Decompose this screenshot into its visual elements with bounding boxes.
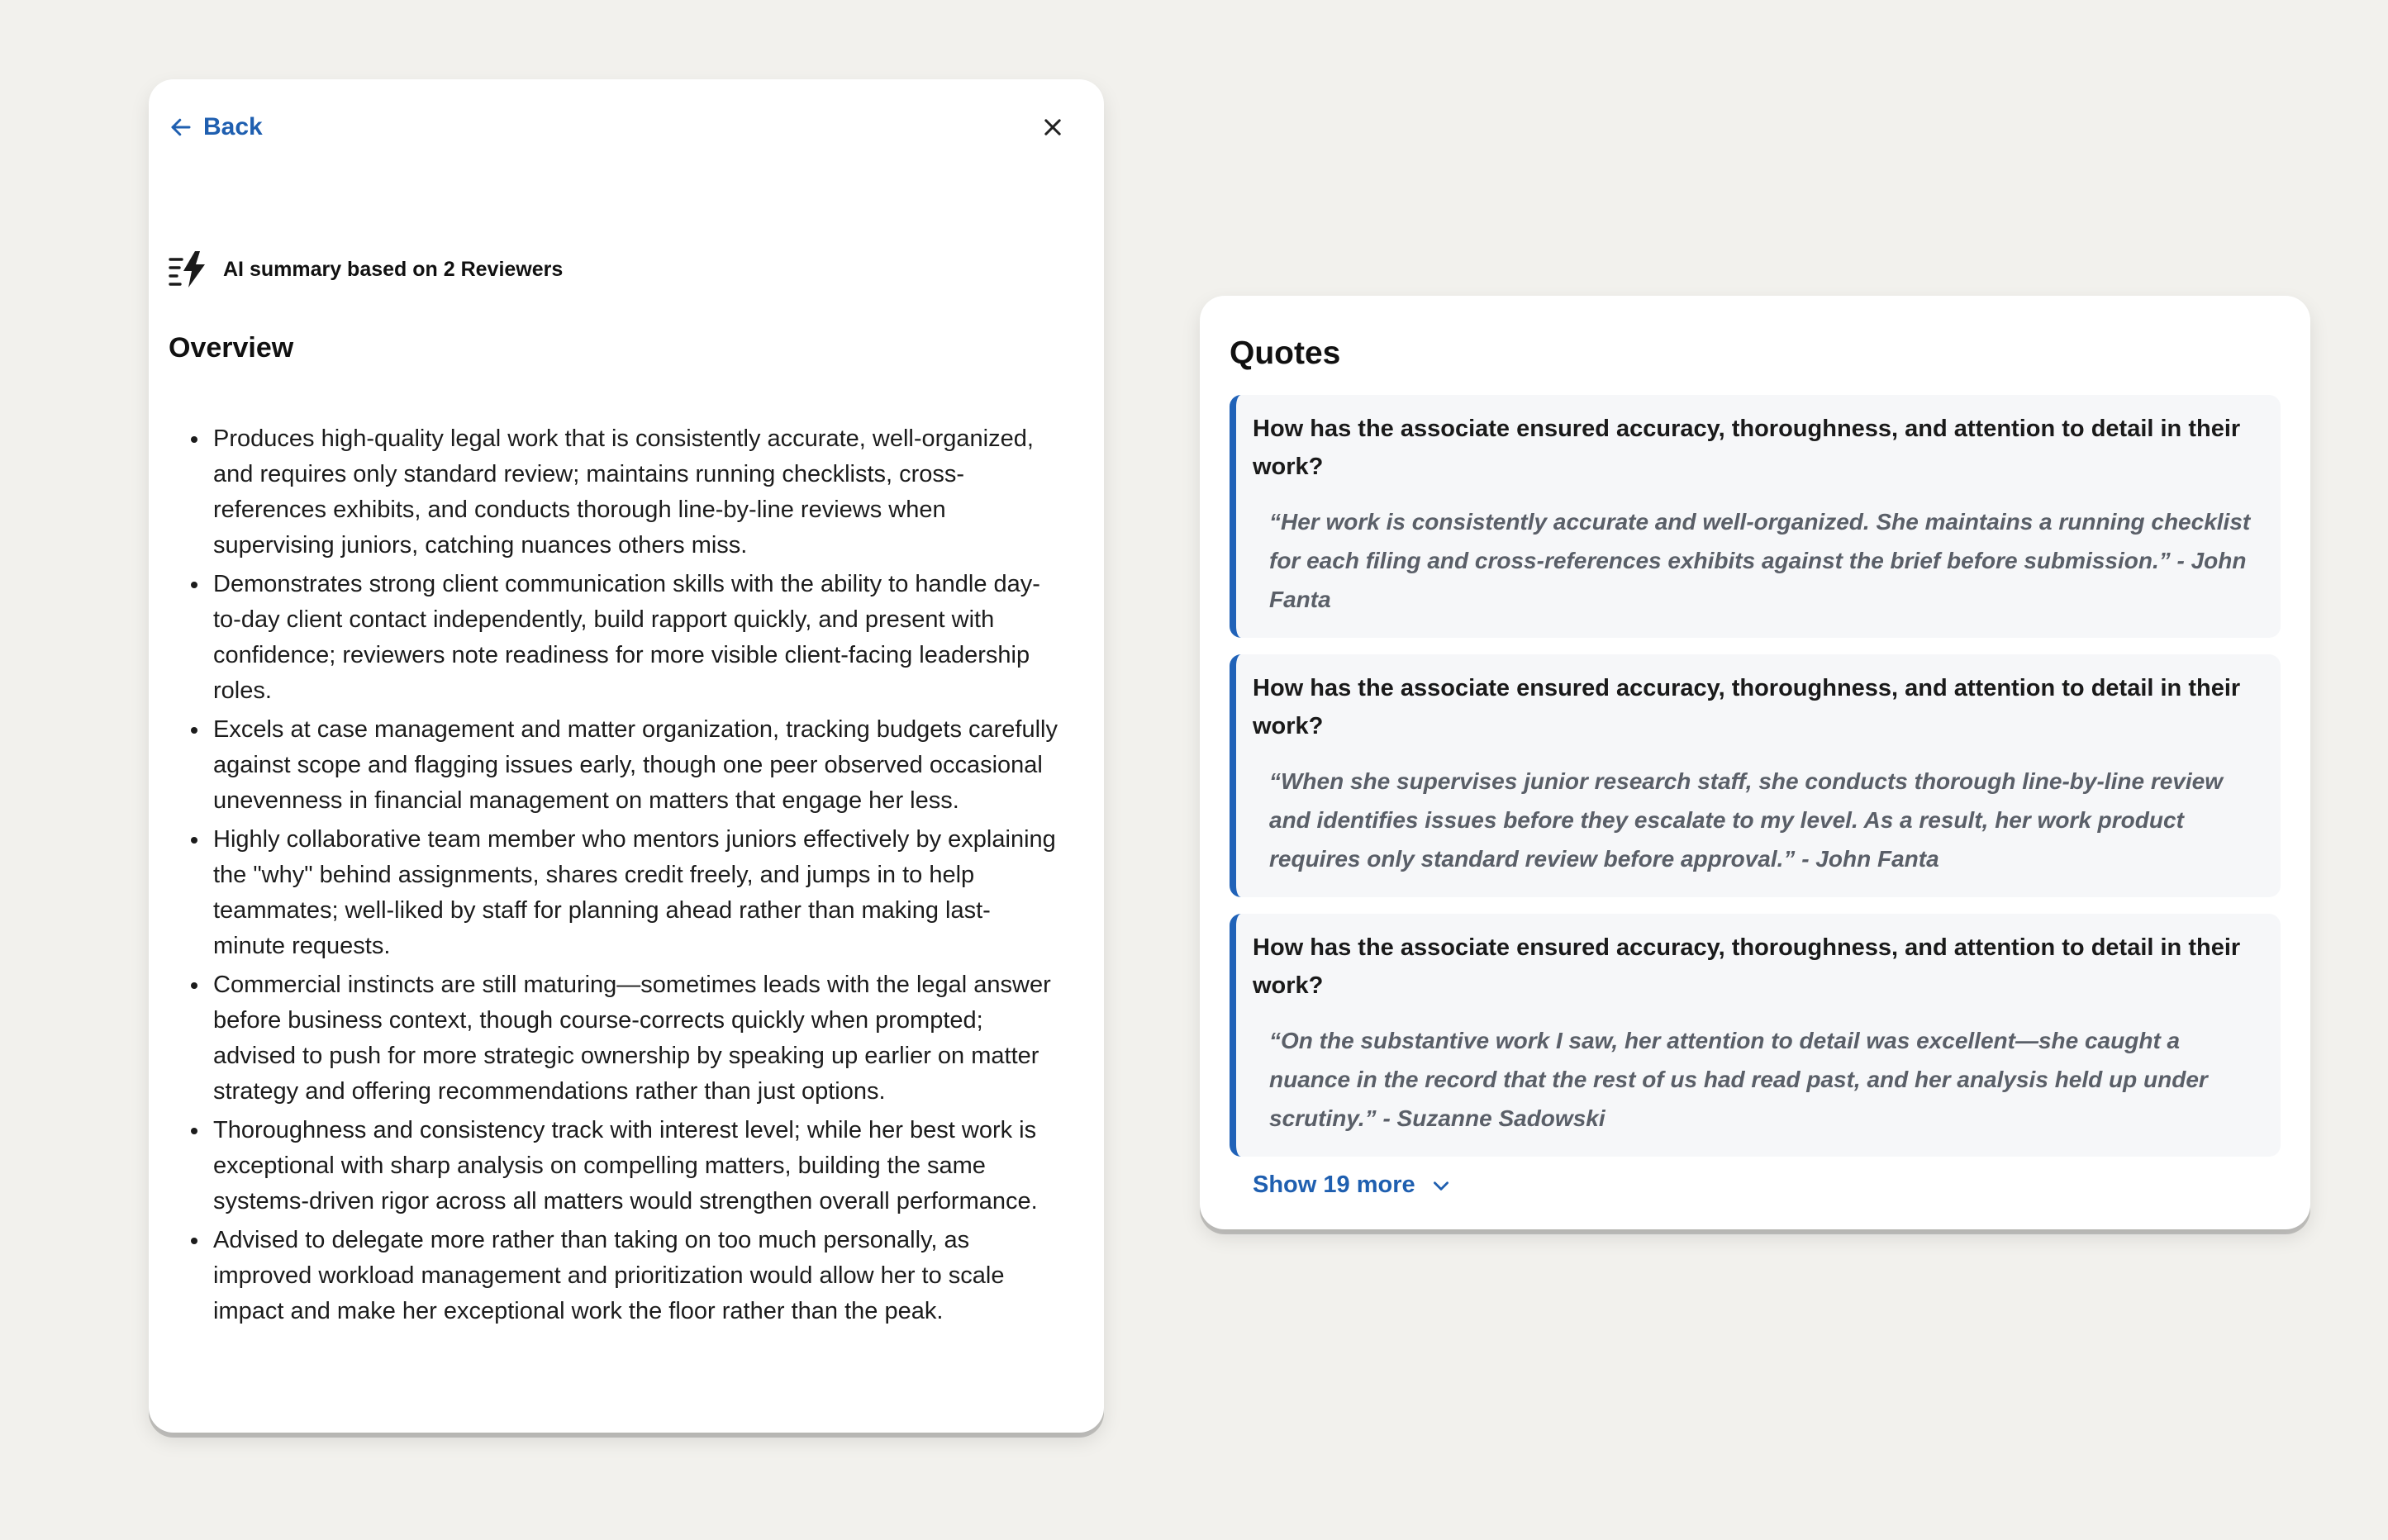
close-icon — [1041, 116, 1064, 139]
quote-question: How has the associate ensured accuracy, thoroughness, and attention to detail in their work? — [1253, 934, 2241, 999]
show-more-label: Show 19 more — [1253, 1172, 1415, 1198]
quote-text: “On the substantive work I saw, her attention to detail was excellent—she caught a nuance in the record that the rest of us had read past, and her analysis held up under scrutiny.” - Suzanne Sadowski — [1269, 1028, 2208, 1131]
overview-item: • Highly collaborative team member who mentors juniors effectively by explaining the "why" behind assignments, shares credit freely, and jumps in to help teammates; well-liked by staff for planning ahead rather than making last-minute requests. — [210, 822, 1061, 964]
quote-question: How has the associate ensured accuracy, thoroughness, and attention to detail in their work? — [1253, 416, 2241, 480]
overview-item: • Advised to delegate more rather than taking on too much personally, as improved workload management and prioritization would allow her to scale impact and make her exceptional work the floor rather than the peak. — [210, 1223, 1061, 1329]
show-more-button[interactable] — [1253, 1172, 1452, 1199]
quote-card — [1230, 654, 2281, 897]
overview-item: • Excels at case management and matter organization, tracking budgets carefully against scope and flagging issues early, though one peer observed occasional unevenness in financial management on matters that engage her less. — [210, 712, 1061, 819]
quotes-title: Quotes — [1230, 335, 1341, 371]
ai-summary-label: AI summary based on 2 Reviewers — [223, 257, 564, 281]
quote-list — [1230, 395, 2281, 1173]
quote-card — [1230, 914, 2281, 1157]
ai-summary-row — [169, 250, 563, 289]
quote-text: “When she supervises junior research staff, she conducts thorough line-by-line review and identifies issues before they escalate to my level. As a result, her work product requires only standard review before approval.” - John Fanta — [1269, 768, 2223, 872]
overview-item: • Commercial instincts are still maturing—sometimes leads with the legal answer before business context, though course-corrects quickly when prompted; advised to push for more strategic ownership by speaking up earlier on matter strategy and offering recommendations rather than just options. — [210, 967, 1061, 1110]
quote-question: How has the associate ensured accuracy, thoroughness, and attention to detail in their work? — [1253, 675, 2241, 739]
back-button[interactable] — [169, 101, 263, 154]
quotes-panel — [1200, 296, 2310, 1229]
ai-sparkle-lines-icon — [169, 250, 208, 289]
summary-panel — [149, 79, 1104, 1433]
arrow-left-icon — [169, 115, 193, 140]
panel-header — [169, 101, 1079, 154]
overview-item: • Thoroughness and consistency track with interest level; while her best work is exceptional with sharp analysis on compelling matters, building the same systems-driven rigor across all matters would strengthen overall performance. — [210, 1113, 1061, 1219]
chevron-down-icon — [1430, 1175, 1452, 1196]
overview-list — [169, 421, 1061, 1333]
back-label: Back — [203, 113, 263, 140]
overview-item: • Produces high-quality legal work that is consistently accurate, well-organized, and requires only standard review; maintains running checklists, cross-references exhibits, and conducts thorough line-by-line reviews when supervising juniors, catching nuances others miss. — [210, 421, 1061, 563]
close-button[interactable] — [1026, 101, 1079, 154]
overview-title: Overview — [169, 332, 294, 364]
quote-text: “Her work is consistently accurate and well-organized. She maintains a running checklist for each filing and cross-references exhibits against the brief before submission.” - John Fanta — [1269, 509, 2251, 612]
overview-item: • Demonstrates strong client communication skills with the ability to handle day-to-day client contact independently, build rapport quickly, and present with confidence; reviewers note readiness for more visible client-facing leadership roles. — [210, 567, 1061, 709]
quote-card — [1230, 395, 2281, 638]
